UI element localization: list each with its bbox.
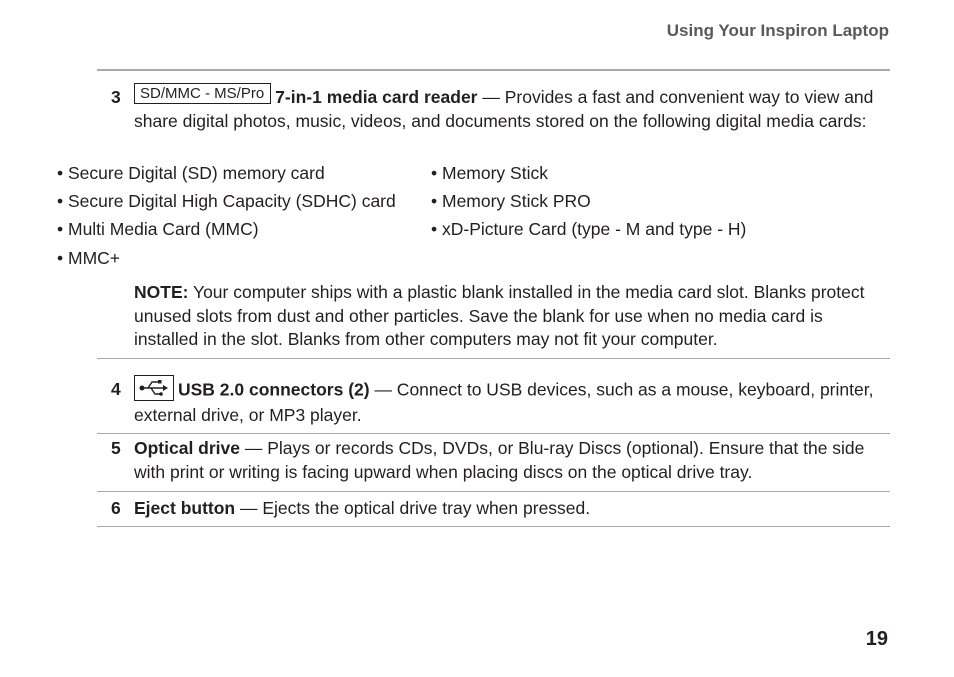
item-description bbox=[134, 86, 886, 133]
item-title: USB 2.0 connectors (2) bbox=[178, 379, 370, 400]
page-number: 19 bbox=[865, 628, 888, 650]
bottom-rule bbox=[97, 526, 890, 527]
item-title: Optical drive bbox=[134, 438, 241, 458]
item-text: — Provides a fast and convenient way to view and share digital photos, music, videos, and documents stored on the following digital media cards: bbox=[134, 87, 874, 131]
top-rule bbox=[97, 69, 890, 71]
item-text: — Ejects the optical drive tray when pressed. bbox=[235, 498, 591, 518]
list-item: • MMC+ bbox=[57, 248, 121, 268]
item-number: 3 bbox=[111, 87, 121, 107]
list-item: • Memory Stick bbox=[431, 163, 548, 183]
item-title: 7-in-1 media card reader bbox=[275, 87, 478, 107]
list-item: • Secure Digital High Capacity (SDHC) card bbox=[57, 191, 396, 211]
note-text: Your computer ships with a plastic blank installed in the media card slot. Blanks protect unused slots from dust and other particles. Save the blank for use when no media card is installed in the slot. Blanks from other computers may not fit your computer. bbox=[134, 282, 865, 349]
list-item: • Secure Digital (SD) memory card bbox=[57, 163, 325, 183]
divider bbox=[97, 358, 890, 359]
item-title: Eject button bbox=[134, 498, 236, 518]
item-text: — Plays or records CDs, DVDs, or Blu-ray Discs (optional). Ensure that the side with print or writing is facing upward when placing discs on the optical drive tray. bbox=[134, 438, 865, 482]
usb-icon bbox=[134, 375, 174, 401]
item-description bbox=[134, 378, 886, 428]
list-item: • xD-Picture Card (type - M and type - H) bbox=[431, 219, 747, 239]
item-description bbox=[134, 437, 886, 484]
item-number: 6 bbox=[111, 498, 121, 518]
note-label: NOTE: bbox=[134, 282, 189, 302]
card-reader-label-box: SD/MMC - MS/Pro bbox=[134, 83, 271, 104]
item-number: 4 bbox=[111, 379, 121, 399]
list-item: • Multi Media Card (MMC) bbox=[57, 219, 259, 239]
list-item: • Memory Stick PRO bbox=[431, 191, 591, 211]
running-header: Using Your Inspiron Laptop bbox=[666, 21, 889, 40]
note bbox=[134, 281, 886, 352]
divider bbox=[97, 433, 890, 434]
divider bbox=[97, 491, 890, 492]
item-text: — Connect to USB devices, such as a mouse, keyboard, printer, external drive, or MP3 player. bbox=[134, 379, 874, 425]
item-number: 5 bbox=[111, 438, 121, 458]
item-description bbox=[134, 497, 886, 521]
